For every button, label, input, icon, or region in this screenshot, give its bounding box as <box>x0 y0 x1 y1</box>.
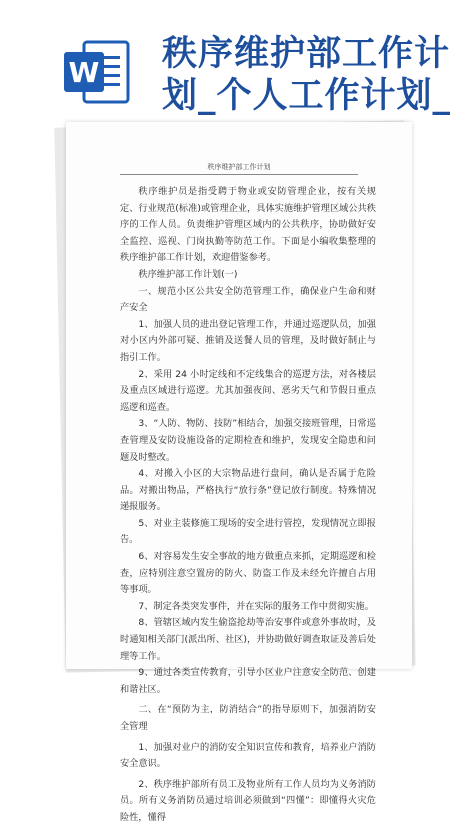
paragraph-item: 7、制定各类突发事件，并在实际的服务工作中贯彻实施。 <box>138 600 374 612</box>
paragraph-item: 5、对业主装修施工现场的安全进行管控，发现情况立即报告。 <box>120 517 376 546</box>
paragraph-section-2: 二、在“预防为主，防消结合”的指导原则下，加强消防安全管理 <box>120 704 376 732</box>
paragraph-item: 3、“人防、物防、技防”相结合，加强交接班管理，日常巡查管理及安防设施设备的定期检查和维护，发现安全隐患和问题及时整改。 <box>120 418 376 463</box>
paragraph-item: 6、对容易发生安全事故的地方做重点来抓，定期巡逻和检查，应特别注意空置房的防火、防盗工作及未经允许擅自占用等事项。 <box>120 551 376 596</box>
paragraph-item: 4、对搬入小区的大宗物品进行盘问，确认是否属于危险品。对搬出物品，严格执行“放行条”登记放行制度。特殊情况递报服务。 <box>120 468 376 513</box>
page-title-line-1: 秩序维护部工作计 <box>162 34 451 74</box>
header-divider <box>120 174 358 175</box>
document-header: 秩序维护部工作计划 <box>207 163 271 171</box>
paragraph-plan-heading: 秩序维护部工作计划(一) <box>138 268 238 280</box>
paragraph-item: 1、加强人员的进出登记管理工作，并通过巡逻队员，加强对小区内外部可疑、推销及送餐人员的管理，及时做好制止与指引工作。 <box>120 318 376 363</box>
page-title-line-2: 划_个人工作计划_ <box>162 76 452 116</box>
paragraph-section-1: 一、规范小区公共安全防范管理工作，确保业户生命和财产安全 <box>120 285 376 314</box>
banner-header <box>0 0 474 122</box>
paragraph-item: 8、管辖区域内发生偷盗抢劫等治安事件或意外事故时，及时通知相关部门(派出所、社区)，并协助做好调查取证及善后处理等工作。 <box>120 617 376 662</box>
word-document-icon <box>58 34 134 110</box>
paragraph-item: 1、加强对业户的消防安全知识宣传和教育，培养业户消防安全意识。 <box>120 741 376 770</box>
paragraph-item: 2、采用 24 小时定线和不定线集合的巡逻方法，对各楼层及重点区域进行巡逻。尤其加强夜间、恶劣天气和节假日重点巡逻和巡查。 <box>120 368 376 413</box>
document-body <box>120 184 376 827</box>
document-page <box>66 122 412 823</box>
svg-text:W: W <box>68 56 100 89</box>
paragraph-item: 2、秩序维护部所有员工及物业所有工作人员均为义务消防员。所有义务消防员通过培训必须做到“四懂”：即懂得火灾危险性，懂得 <box>120 778 376 823</box>
paragraph-item: 9、通过各类宣传教育，引导小区业户注意安全防范、创建和谐社区。 <box>120 667 376 695</box>
paragraph-intro: 秩序维护员是指受聘于物业或安防管理企业，按有关规定、行业规范(标准)或管理企业，具体实施维护管理区域公共秩序的工作人员。负责维护管理区域内的公共秩序，协助做好安全监控、巡视、门岗执勤等防范工作。下面是小编收集整理的秩序维护部工作计划，欢迎借鉴参考。 <box>120 186 376 264</box>
